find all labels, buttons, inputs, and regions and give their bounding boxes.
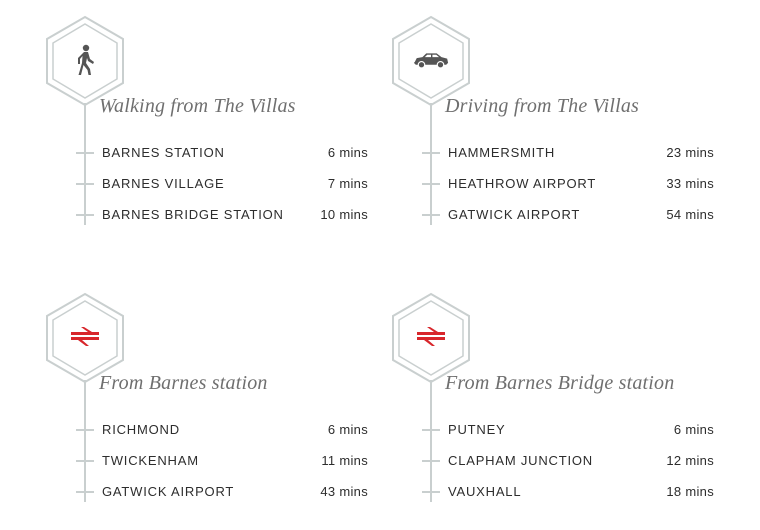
tick-mark xyxy=(76,460,94,462)
panel-title: From Barnes Bridge station xyxy=(445,372,675,394)
destination-label: BARNES VILLAGE xyxy=(102,176,225,191)
travel-time: 54 mins xyxy=(666,207,714,222)
list-item xyxy=(422,199,718,230)
destination-label: RICHMOND xyxy=(102,422,180,437)
destination-label: TWICKENHAM xyxy=(102,453,199,468)
destination-label: VAUXHALL xyxy=(448,484,522,499)
destination-label: HAMMERSMITH xyxy=(448,145,556,160)
list-item xyxy=(422,445,718,476)
destination-list xyxy=(422,137,718,230)
panel-title: From Barnes station xyxy=(99,372,268,394)
travel-time: 6 mins xyxy=(673,422,714,437)
destination-label: HEATHROW AIRPORT xyxy=(448,176,597,191)
travel-time: 6 mins xyxy=(327,422,368,437)
list-item xyxy=(76,168,372,199)
travel-time: 6 mins xyxy=(327,145,368,160)
tick-mark xyxy=(76,214,94,216)
driving-panel xyxy=(386,15,716,255)
panel-title: Walking from The Villas xyxy=(99,95,296,117)
list-item xyxy=(76,137,372,168)
travel-time: 23 mins xyxy=(666,145,714,160)
tick-mark xyxy=(76,429,94,431)
barnes-station-panel xyxy=(40,292,370,530)
panel-title: Driving from The Villas xyxy=(445,95,640,117)
tick-mark xyxy=(76,183,94,185)
destination-list xyxy=(422,414,718,507)
tick-mark xyxy=(422,429,440,431)
tick-mark xyxy=(76,491,94,493)
walking-person-icon xyxy=(66,43,104,77)
destination-label: PUTNEY xyxy=(448,422,506,437)
destination-label: CLAPHAM JUNCTION xyxy=(448,453,593,468)
travel-time: 18 mins xyxy=(666,484,714,499)
list-item xyxy=(422,137,718,168)
travel-time: 43 mins xyxy=(320,484,368,499)
travel-time: 33 mins xyxy=(666,176,714,191)
tick-mark xyxy=(422,214,440,216)
list-item xyxy=(76,476,372,507)
destination-label: BARNES STATION xyxy=(102,145,225,160)
list-item xyxy=(76,445,372,476)
destination-label: GATWICK AIRPORT xyxy=(448,207,581,222)
list-item xyxy=(76,414,372,445)
list-item xyxy=(76,199,372,230)
tick-mark xyxy=(422,491,440,493)
destination-label: BARNES BRIDGE STATION xyxy=(102,207,284,222)
destination-label: GATWICK AIRPORT xyxy=(102,484,235,499)
barnes-bridge-station-panel xyxy=(386,292,716,530)
national-rail-icon xyxy=(412,320,450,354)
list-item xyxy=(422,476,718,507)
destination-list xyxy=(76,137,372,230)
car-icon xyxy=(412,43,450,77)
tick-mark xyxy=(422,152,440,154)
destination-list xyxy=(76,414,372,507)
list-item xyxy=(422,168,718,199)
tick-mark xyxy=(422,460,440,462)
travel-time: 7 mins xyxy=(327,176,368,191)
walking-panel xyxy=(40,15,370,255)
list-item xyxy=(422,414,718,445)
national-rail-icon xyxy=(66,320,104,354)
tick-mark xyxy=(422,183,440,185)
tick-mark xyxy=(76,152,94,154)
travel-time: 10 mins xyxy=(320,207,368,222)
travel-time: 11 mins xyxy=(321,453,368,468)
travel-time: 12 mins xyxy=(666,453,714,468)
